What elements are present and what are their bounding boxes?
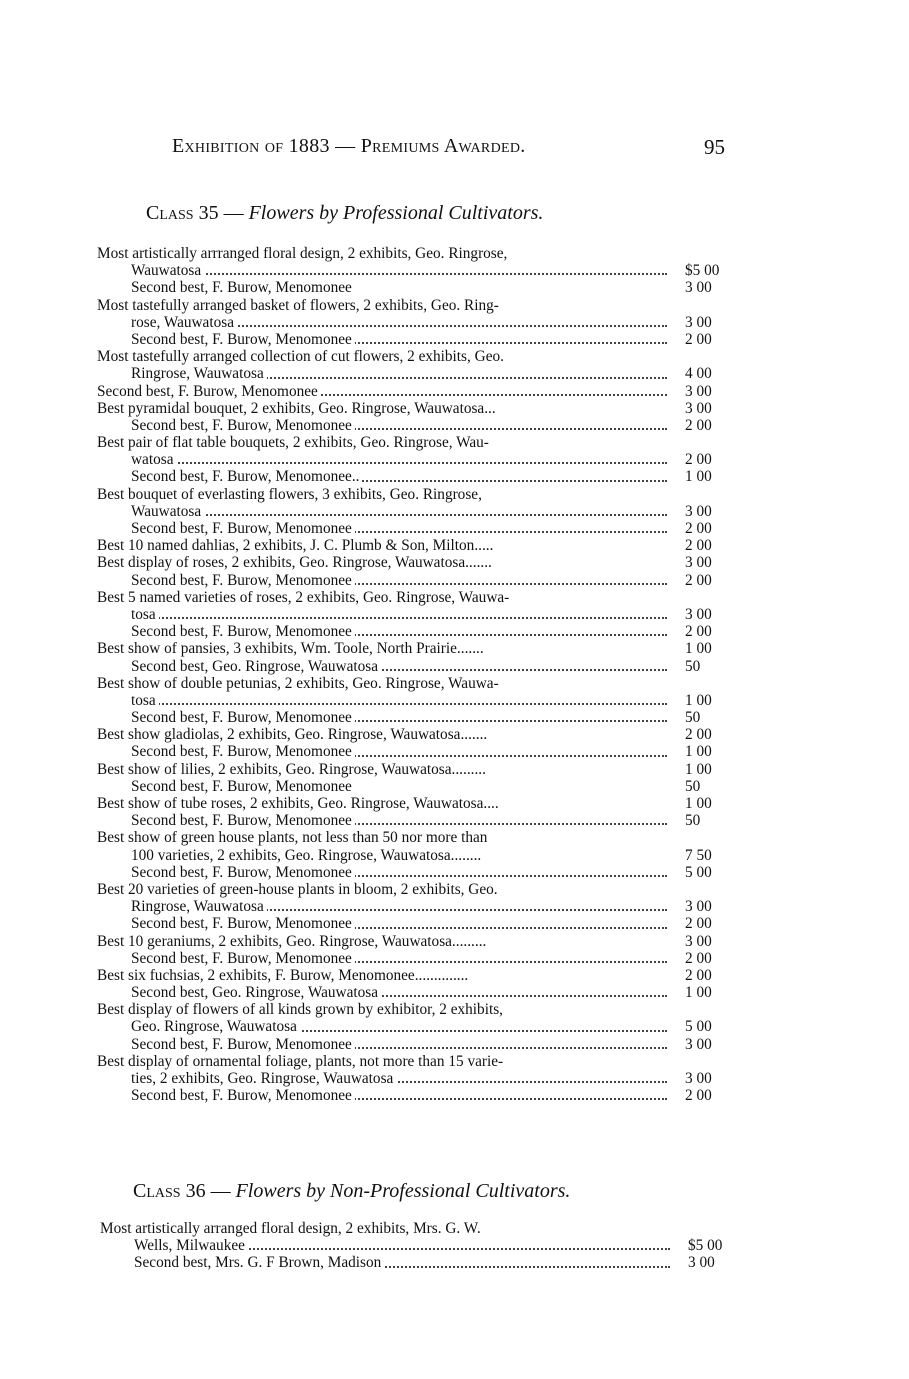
entry-text: tosa (131, 606, 159, 623)
class-35-heading (146, 202, 543, 225)
premium-entry-line (97, 400, 747, 417)
premium-entry-line (97, 417, 747, 434)
entry-text: Best display of roses, 2 exhibits, Geo. Ringrose, Wauwatosa....... (97, 554, 495, 571)
premium-amount: 5 00 (685, 864, 747, 881)
entry-text: Second best, F. Burow, Menomonee (131, 915, 355, 932)
premium-entry-line (97, 503, 747, 520)
premium-amount: 5 00 (685, 1018, 747, 1035)
premium-entry-line (97, 623, 747, 640)
premium-entry-line (97, 451, 747, 468)
entry-text: Wauwatosa (131, 262, 204, 279)
premium-entry-line (97, 348, 747, 365)
premium-amount: 50 (685, 812, 747, 829)
premium-entry-line (100, 1254, 750, 1271)
running-header (172, 135, 732, 165)
premium-entry-line (97, 761, 747, 778)
premium-entry-line (97, 245, 747, 262)
premium-amount: 2 00 (685, 1087, 747, 1104)
entry-text: Best show of pansies, 3 exhibits, Wm. Toole, North Prairie....... (97, 640, 487, 657)
entry-text: Best 10 named dahlias, 2 exhibits, J. C. Plumb & Son, Milton..... (97, 537, 496, 554)
entry-text: 100 varieties, 2 exhibits, Geo. Ringrose, Wauwatosa........ (131, 847, 484, 864)
premium-amount: $5 00 (688, 1237, 750, 1254)
title-prefix: Exhibition of 1883 (172, 135, 330, 157)
premium-amount: 3 00 (685, 898, 747, 915)
premium-amount: 2 00 (685, 623, 747, 640)
premium-amount: 1 00 (685, 692, 747, 709)
premium-entry-line (97, 933, 747, 950)
entry-text: rose, Wauwatosa (131, 314, 237, 331)
premium-amount: 1 00 (685, 984, 747, 1001)
title-dash: — (329, 135, 361, 157)
class-35-premium-list (97, 245, 747, 1104)
premium-entry-line (97, 1036, 747, 1053)
premium-entry-line (97, 881, 747, 898)
entry-text: tosa (131, 692, 159, 709)
class-36-label: Class 36 (133, 1180, 206, 1202)
premium-amount: 50 (685, 658, 747, 675)
premium-entry-line (97, 1018, 747, 1035)
class-36-heading (133, 1180, 570, 1203)
premium-entry-line (97, 692, 747, 709)
entry-text: Second best, Geo. Ringrose, Wauwatosa (131, 658, 381, 675)
entry-text: ties, 2 exhibits, Geo. Ringrose, Wauwatosa (131, 1070, 396, 1087)
premium-entry-line (97, 1070, 747, 1087)
entry-text: Best show of lilies, 2 exhibits, Geo. Ringrose, Wauwatosa......... (97, 761, 489, 778)
premium-amount: 3 00 (685, 503, 747, 520)
page-number: 95 (704, 135, 725, 159)
premium-entry-line (97, 1001, 747, 1018)
premium-amount: $5 00 (685, 262, 747, 279)
entry-text: Wauwatosa (131, 503, 204, 520)
entry-text: Second best, F. Burow, Menomonee (131, 331, 355, 348)
class-35-label: Class 35 (146, 202, 219, 224)
class-35-dash: — (218, 202, 249, 224)
premium-entry-line (97, 1053, 747, 1070)
premium-amount: 3 00 (685, 400, 747, 417)
premium-entry-line (97, 606, 747, 623)
entry-text: Best show of tube roses, 2 exhibits, Geo. Ringrose, Wauwatosa.... (97, 795, 502, 812)
premium-entry-line (97, 658, 747, 675)
premium-entry-line (97, 795, 747, 812)
premium-amount: 50 (685, 709, 747, 726)
premium-amount: 1 00 (685, 468, 747, 485)
entry-text: Second best, F. Burow, Menomonee (131, 623, 355, 640)
premium-entry-line (97, 589, 747, 606)
premium-amount: 1 00 (685, 761, 747, 778)
premium-amount: 3 00 (685, 314, 747, 331)
premium-amount: 2 00 (685, 915, 747, 932)
premium-amount: 2 00 (685, 331, 747, 348)
premium-entry-line (97, 864, 747, 881)
premium-entry-line (97, 383, 747, 400)
entry-text: Most artistically arrranged floral design, 2 exhibits, Geo. Ringrose, (97, 245, 510, 262)
dot-leader (131, 617, 667, 619)
entry-text: Second best, F. Burow, Menomonee (131, 812, 355, 829)
entry-text: Second best, F. Burow, Menomonee (131, 1087, 355, 1104)
premium-entry-line (97, 486, 747, 503)
premium-amount: 50 (685, 778, 747, 795)
entry-text: Best pyramidal bouquet, 2 exhibits, Geo. Ringrose, Wauwatosa... (97, 400, 499, 417)
premium-entry-line (97, 297, 747, 314)
premium-amount: 3 00 (688, 1254, 750, 1271)
premium-amount: 2 00 (685, 537, 747, 554)
premium-entry-line (100, 1220, 750, 1237)
entry-text: Best display of ornamental foliage, plants, not more than 15 varie- (97, 1053, 506, 1070)
entry-text: Best show gladiolas, 2 exhibits, Geo. Ringrose, Wauwatosa....... (97, 726, 490, 743)
premium-entry-line (97, 950, 747, 967)
entry-text: Second best, Geo. Ringrose, Wauwatosa (131, 984, 381, 1001)
title-suffix: Premiums Awarded. (360, 135, 526, 157)
premium-entry-line (97, 279, 747, 296)
premium-entry-line (97, 726, 747, 743)
entry-text: Second best, F. Burow, Menomonee (131, 950, 355, 967)
entry-text: Second best, F. Burow, Menomonee (131, 1036, 355, 1053)
entry-text: watosa (131, 451, 176, 468)
entry-text: Second best, F. Burow, Menomonee (131, 778, 355, 795)
premium-amount: 4 00 (685, 365, 747, 382)
entry-text: Second best, F. Burow, Menomonee (131, 572, 355, 589)
premium-amount: 2 00 (685, 417, 747, 434)
entry-text: Best display of flowers of all kinds grown by exhibitor, 2 exhibits, (97, 1001, 506, 1018)
premium-entry-line (97, 468, 747, 485)
premium-amount: 3 00 (685, 279, 747, 296)
entry-text: Second best, F. Burow, Menomonee (131, 279, 355, 296)
premium-amount: 3 00 (685, 1036, 747, 1053)
premium-amount: 2 00 (685, 950, 747, 967)
premium-entry-line (97, 829, 747, 846)
premium-entry-line (97, 898, 747, 915)
premium-amount: 2 00 (685, 572, 747, 589)
premium-entry-line (97, 537, 747, 554)
entry-text: Second best, F. Burow, Menomonee (131, 864, 355, 881)
entry-text: Second best, F. Burow, Menomonee.. (131, 468, 362, 485)
premium-amount: 3 00 (685, 606, 747, 623)
premium-entry-line (97, 640, 747, 657)
class-36-premium-list (100, 1220, 750, 1272)
premium-amount: 1 00 (685, 743, 747, 760)
entry-text: Most artistically arranged floral design, 2 exhibits, Mrs. G. W. (100, 1220, 484, 1237)
premium-amount: 2 00 (685, 967, 747, 984)
premium-entry-line (97, 365, 747, 382)
premium-entry-line (100, 1237, 750, 1254)
premium-entry-line (97, 554, 747, 571)
premium-entry-line (97, 967, 747, 984)
entry-text: Second best, F. Burow, Menomonee (131, 743, 355, 760)
premium-entry-line (97, 984, 747, 1001)
entry-text: Wells, Milwaukee (134, 1237, 248, 1254)
dot-leader (131, 462, 667, 464)
premium-amount: 3 00 (685, 933, 747, 950)
premium-entry-line (97, 915, 747, 932)
page-title (172, 135, 526, 158)
entry-text: Best show of green house plants, not less than 50 nor more than (97, 829, 490, 846)
entry-text: Ringrose, Wauwatosa (131, 898, 267, 915)
premium-entry-line (97, 812, 747, 829)
entry-text: Best 20 varieties of green-house plants in bloom, 2 exhibits, Geo. (97, 881, 501, 898)
premium-entry-line (97, 778, 747, 795)
premium-entry-line (97, 1087, 747, 1104)
entry-text: Geo. Ringrose, Wauwatosa (131, 1018, 300, 1035)
premium-entry-line (97, 262, 747, 279)
entry-text: Best 5 named varieties of roses, 2 exhibits, Geo. Ringrose, Wauwa- (97, 589, 512, 606)
class-36-subtitle: Flowers by Non-Professional Cultivators. (235, 1180, 571, 1202)
entry-text: Best bouquet of everlasting flowers, 3 exhibits, Geo. Ringrose, (97, 486, 485, 503)
premium-entry-line (97, 709, 747, 726)
premium-entry-line (97, 520, 747, 537)
entry-text: Ringrose, Wauwatosa (131, 365, 267, 382)
entry-text: Most tastefully arranged collection of cut flowers, 2 exhibits, Geo. (97, 348, 507, 365)
premium-amount: 3 00 (685, 383, 747, 400)
premium-entry-line (97, 572, 747, 589)
premium-amount: 1 00 (685, 795, 747, 812)
entry-text: Best pair of flat table bouquets, 2 exhibits, Geo. Ringrose, Wau- (97, 434, 492, 451)
premium-entry-line (97, 675, 747, 692)
premium-entry-line (97, 847, 747, 864)
entry-text: Best show of double petunias, 2 exhibits, Geo. Ringrose, Wauwa- (97, 675, 502, 692)
premium-amount: 2 00 (685, 726, 747, 743)
dot-leader (131, 514, 667, 516)
entry-text: Most tastefully arranged basket of flowers, 2 exhibits, Geo. Ring- (97, 297, 502, 314)
premium-amount: 3 00 (685, 1070, 747, 1087)
dot-leader (131, 703, 667, 705)
premium-entry-line (97, 743, 747, 760)
entry-text: Second best, Mrs. G. F Brown, Madison (134, 1254, 384, 1271)
entry-text: Second best, F. Burow, Menomonee (131, 709, 355, 726)
premium-entry-line (97, 434, 747, 451)
entry-text: Second best, F. Burow, Menomonee (131, 520, 355, 537)
premium-amount: 1 00 (685, 640, 747, 657)
premium-entry-line (97, 314, 747, 331)
premium-amount: 2 00 (685, 520, 747, 537)
premium-entry-line (97, 331, 747, 348)
dot-leader (131, 273, 667, 275)
premium-amount: 7 50 (685, 847, 747, 864)
entry-text: Best 10 geraniums, 2 exhibits, Geo. Ringrose, Wauwatosa......... (97, 933, 489, 950)
entry-text: Second best, F. Burow, Menomonee (97, 383, 321, 400)
class-35-subtitle: Flowers by Professional Cultivators. (248, 202, 544, 224)
class-36-dash: — (205, 1180, 236, 1202)
premium-amount: 3 00 (685, 554, 747, 571)
entry-text: Best six fuchsias, 2 exhibits, F. Burow, Menomonee.............. (97, 967, 471, 984)
premium-amount: 2 00 (685, 451, 747, 468)
entry-text: Second best, F. Burow, Menomonee (131, 417, 355, 434)
